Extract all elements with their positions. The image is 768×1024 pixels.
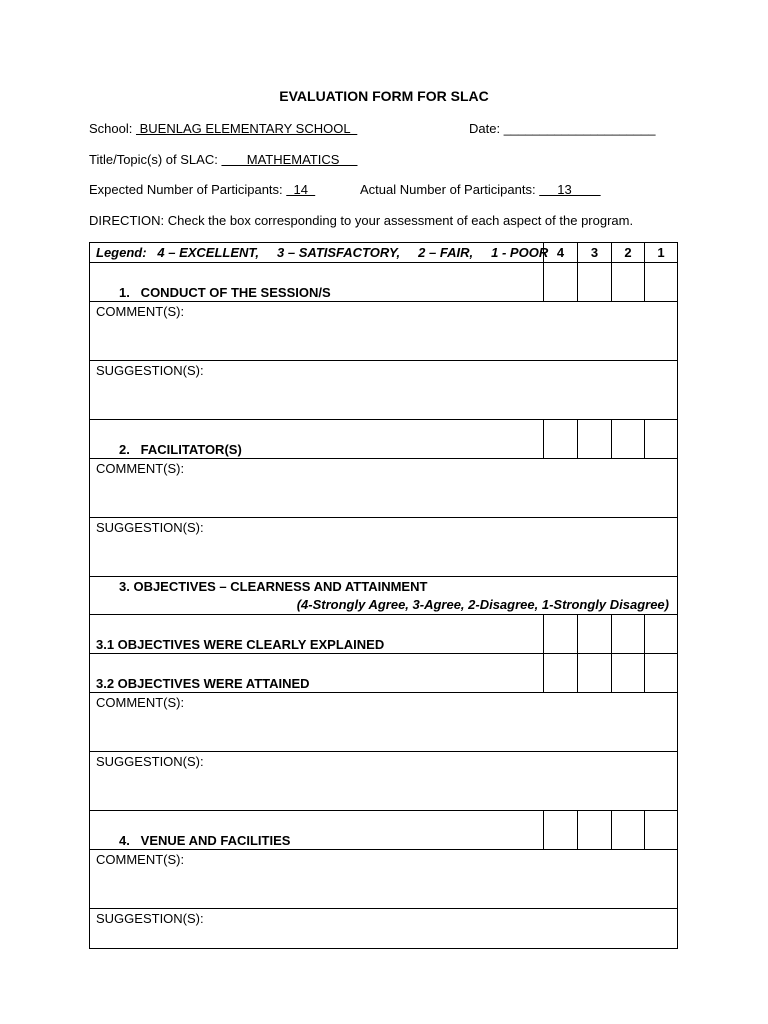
suggestion-field[interactable]: SUGGESTION(S): — [90, 361, 678, 420]
checkbox-2[interactable] — [612, 811, 645, 850]
checkbox-4[interactable] — [544, 654, 578, 693]
checkbox-4[interactable] — [544, 420, 578, 459]
checkbox-2[interactable] — [612, 654, 645, 693]
comment-field[interactable]: COMMENT(S): — [90, 459, 678, 518]
score-header-4: 4 — [544, 243, 578, 263]
checkbox-3[interactable] — [578, 420, 612, 459]
section-title-venue: 4. VENUE AND FACILITIES — [90, 811, 544, 850]
actual-participants-field[interactable]: 13 — [539, 182, 601, 197]
objective-item-attained: 3.2 OBJECTIVES WERE ATTAINED — [90, 654, 544, 693]
expected-participants-label: Expected Number of Participants: — [89, 182, 287, 197]
section-title-conduct: 1. CONDUCT OF THE SESSION/S — [90, 263, 544, 302]
school-line — [89, 121, 357, 136]
legend-text: Legend: 4 – EXCELLENT, 3 – SATISFACTORY, 2 – FAIR, 1 - POOR — [90, 243, 544, 263]
checkbox-1[interactable] — [645, 615, 678, 654]
suggestion-field[interactable]: SUGGESTION(S): — [90, 518, 678, 577]
legend-row — [90, 243, 678, 263]
section-title-facilitator: 2. FACILITATOR(S) — [90, 420, 544, 459]
checkbox-1[interactable] — [645, 263, 678, 302]
suggestion-field[interactable]: SUGGESTION(S): — [90, 909, 678, 949]
section-row — [90, 263, 678, 302]
checkbox-4[interactable] — [544, 811, 578, 850]
expected-participants-line — [89, 182, 315, 197]
score-header-1: 1 — [645, 243, 678, 263]
score-header-3: 3 — [578, 243, 612, 263]
comment-field[interactable]: COMMENT(S): — [90, 693, 678, 752]
direction-text: DIRECTION: Check the box corresponding to your assessment of each aspect of the program. — [89, 213, 634, 228]
objective-item-row — [90, 654, 678, 693]
objective-item-clearly-explained: 3.1 OBJECTIVES WERE CLEARLY EXPLAINED — [90, 615, 544, 654]
school-label: School: — [89, 121, 136, 136]
checkbox-2[interactable] — [612, 615, 645, 654]
evaluation-table — [89, 242, 678, 949]
checkbox-2[interactable] — [612, 420, 645, 459]
checkbox-4[interactable] — [544, 263, 578, 302]
objectives-title: 3. OBJECTIVES – CLEARNESS AND ATTAINMENT — [119, 579, 428, 594]
section-row — [90, 577, 678, 615]
checkbox-2[interactable] — [612, 263, 645, 302]
date-label: Date: — [469, 121, 504, 136]
section-title-objectives — [90, 577, 678, 615]
date-line — [469, 121, 656, 136]
comment-field[interactable]: COMMENT(S): — [90, 850, 678, 909]
checkbox-4[interactable] — [544, 615, 578, 654]
form-title: EVALUATION FORM FOR SLAC — [279, 88, 489, 104]
actual-participants-label: Actual Number of Participants: — [360, 182, 540, 197]
checkbox-3[interactable] — [578, 654, 612, 693]
expected-participants-field[interactable]: 14 — [286, 182, 316, 197]
checkbox-3[interactable] — [578, 811, 612, 850]
checkbox-1[interactable] — [645, 654, 678, 693]
school-field[interactable]: BUENLAG ELEMENTARY SCHOOL — [135, 121, 358, 136]
score-header-2: 2 — [612, 243, 645, 263]
objectives-scale: (4-Strongly Agree, 3-Agree, 2-Disagree, 1-Strongly Disagree) — [296, 597, 669, 612]
topic-line — [89, 152, 357, 167]
topic-label: Title/Topic(s) of SLAC: — [89, 152, 222, 167]
checkbox-3[interactable] — [578, 615, 612, 654]
comment-field[interactable]: COMMENT(S): — [90, 302, 678, 361]
checkbox-1[interactable] — [645, 420, 678, 459]
date-field[interactable]: _____________________ — [503, 121, 656, 136]
topic-field[interactable]: MATHEMATICS — [221, 152, 358, 167]
checkbox-3[interactable] — [578, 263, 612, 302]
section-row — [90, 420, 678, 459]
actual-participants-line — [360, 182, 601, 197]
objective-item-row — [90, 615, 678, 654]
section-row — [90, 811, 678, 850]
suggestion-field[interactable]: SUGGESTION(S): — [90, 752, 678, 811]
checkbox-1[interactable] — [645, 811, 678, 850]
